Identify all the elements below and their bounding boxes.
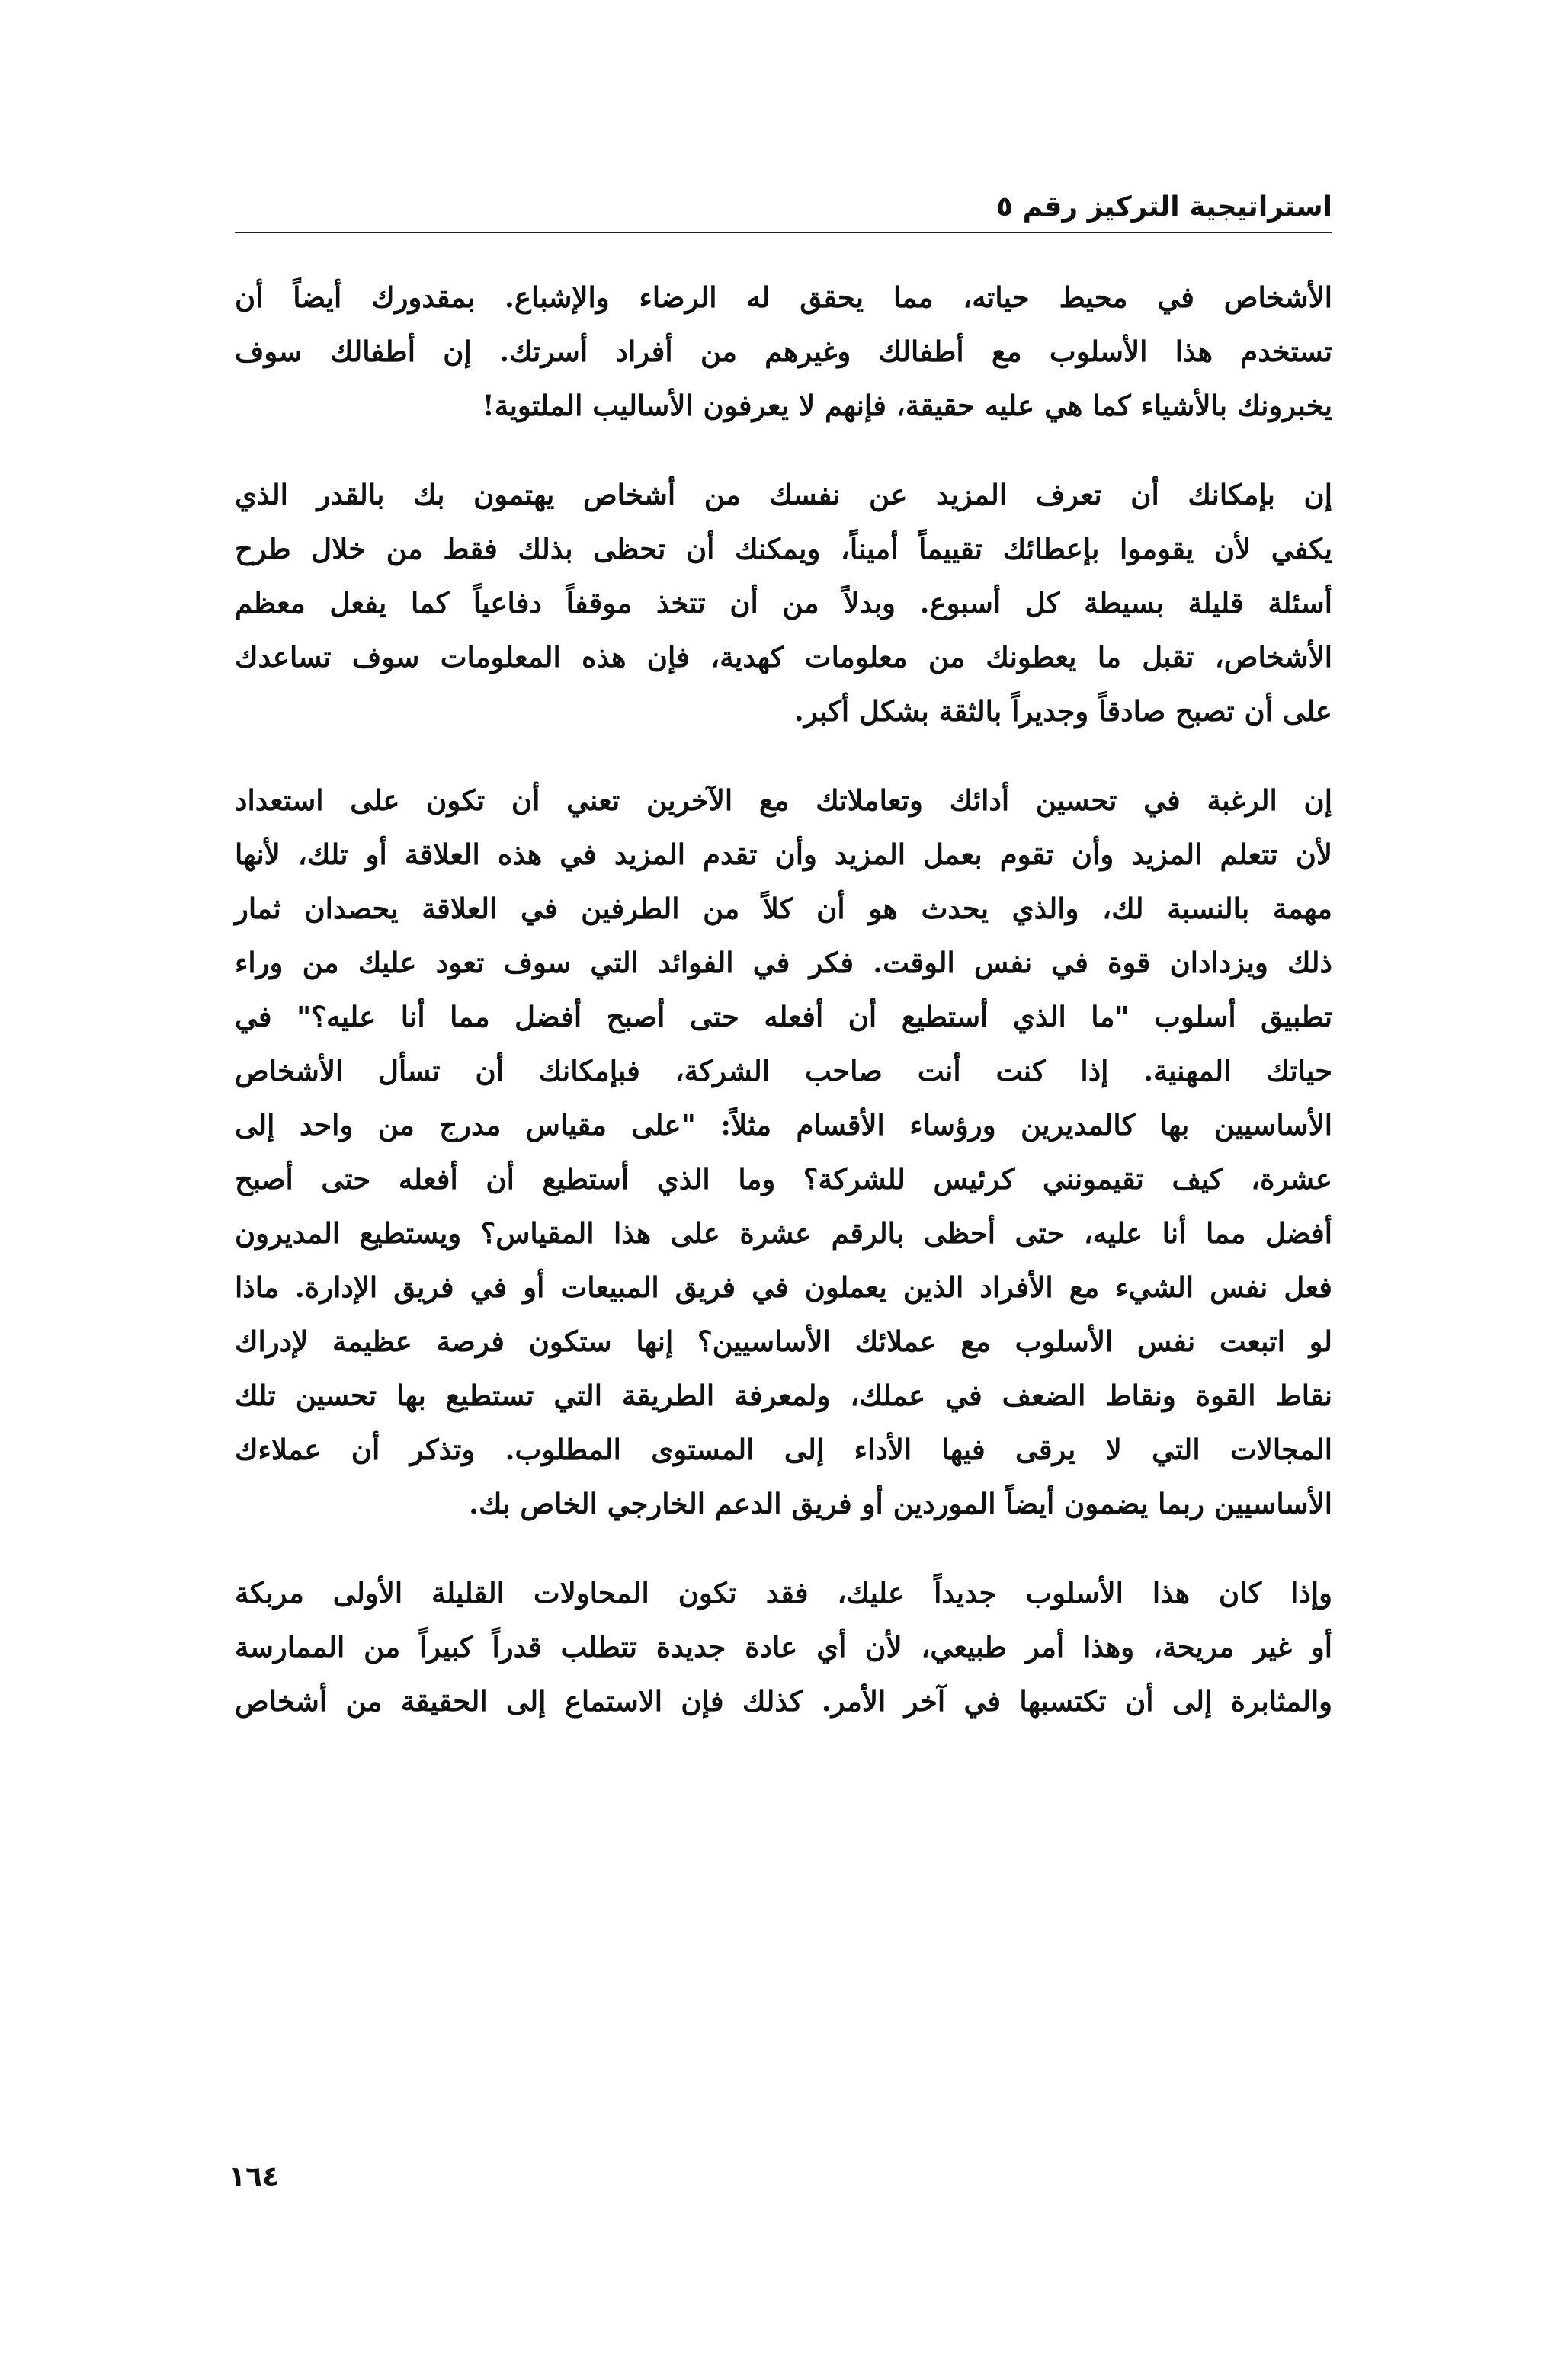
text-line: فعل نفس الشيء مع الأفراد الذين يعملون في فريق المبيعات أو في فريق الإدارة. ماذا xyxy=(235,1270,1332,1304)
header-rule xyxy=(235,232,1332,233)
paragraph-2 xyxy=(235,468,1332,738)
text-line: الأشخاص في محيط حياته، مما يحقق له الرضاء والإشباع. بمقدورك أيضاً أن xyxy=(235,280,1332,314)
text-line: عشرة، كيف تقيمونني كرئيس للشركة؟ وما الذي أستطيع أن أفعله حتى أصبح xyxy=(235,1162,1332,1196)
text-line: والمثابرة إلى أن تكتسبها في آخر الأمر. كذلك فإن الاستماع إلى الحقيقة من أشخاص xyxy=(235,1684,1332,1718)
text-line: نقاط القوة ونقاط الضعف في عملك، ولمعرفة الطريقة التي تستطيع بها تحسين تلك xyxy=(235,1379,1332,1412)
text-line: الأساسيين ربما يضمون أيضاً الموردين أو فريق الدعم الخارجي الخاص بك. xyxy=(469,1487,1332,1520)
text-line: تطبيق أسلوب "ما الذي أستطيع أن أفعله حتى أصبح أفضل مما أنا عليه؟" في xyxy=(235,1000,1332,1033)
text-line: الأساسيين بها كالمديرين ورؤساء الأقسام مثلاً: "على مقياس مدرج من واحد إلى xyxy=(235,1108,1332,1142)
text-line: وإذا كان هذا الأسلوب جديداً عليك، فقد تكون المحاولات القليلة الأولى مربكة xyxy=(235,1576,1332,1610)
text-line: مهمة بالنسبة لك، والذي يحدث هو أن كلاً من الطرفين في العلاقة يحصدان ثمار xyxy=(235,892,1332,925)
text-line: تستخدم هذا الأسلوب مع أطفالك وغيرهم من أفراد أسرتك. إن أطفالك سوف xyxy=(235,335,1332,368)
text-line: أفضل مما أنا عليه، حتى أحظى بالرقم عشرة على هذا المقياس؟ ويستطيع المديرون xyxy=(235,1216,1332,1250)
text-line: ذلك ويزدادان قوة في نفس الوقت. فكر في الفوائد التي سوف تعود عليك من وراء xyxy=(235,946,1332,979)
text-line: أو غير مريحة، وهذا أمر طبيعي، لأن أي عادة جديدة تتطلب قدراً كبيراً من الممارسة xyxy=(235,1630,1332,1664)
text-line: إن بإمكانك أن تعرف المزيد عن نفسك من أشخاص يهتمون بك بالقدر الذي xyxy=(235,478,1332,511)
text-line: الأشخاص، تقبل ما يعطونك من معلومات كهدية، فإن هذه المعلومات سوف تساعدك xyxy=(235,640,1332,674)
running-header: استراتيجية التركيز رقم ٥ xyxy=(996,191,1332,223)
text-line: على أن تصبح صادقاً وجديراً بالثقة بشكل أكبر. xyxy=(793,694,1332,728)
text-line: المجالات التي لا يرقى فيها الأداء إلى المستوى المطلوب. وتذكر أن عملاءك xyxy=(235,1433,1332,1466)
paragraph-4 xyxy=(235,1566,1332,1728)
text-line: حياتك المهنية. إذا كنت أنت صاحب الشركة، فبإمكانك أن تسأل الأشخاص xyxy=(235,1054,1332,1087)
body-text xyxy=(235,271,1332,1763)
paragraph-3 xyxy=(235,774,1332,1531)
text-line: يكفي لأن يقوموا بإعطائك تقييماً أميناً، ويمكنك أن تحظى بذلك فقط من خلال طرح xyxy=(235,532,1332,565)
text-line: لو اتبعت نفس الأسلوب مع عملائك الأساسيين؟ إنها ستكون فرصة عظيمة لإدراك xyxy=(235,1325,1332,1358)
text-line: إن الرغبة في تحسين أدائك وتعاملاتك مع الآخرين تعني أن تكون على استعداد xyxy=(235,783,1332,817)
page-number: ١٦٤ xyxy=(229,2161,279,2193)
text-line: لأن تتعلم المزيد وأن تقوم بعمل المزيد وأن تقدم المزيد في هذه العلاقة أو تلك، لأنها xyxy=(235,838,1332,871)
paragraph-1 xyxy=(235,271,1332,433)
text-line: يخبرونك بالأشياء كما هي عليه حقيقة، فإنهم لا يعرفون الأساليب الملتوية! xyxy=(482,389,1332,422)
text-line: أسئلة قليلة بسيطة كل أسبوع. وبدلاً من أن تتخذ موقفاً دفاعياً كما يفعل معظم xyxy=(235,586,1332,620)
